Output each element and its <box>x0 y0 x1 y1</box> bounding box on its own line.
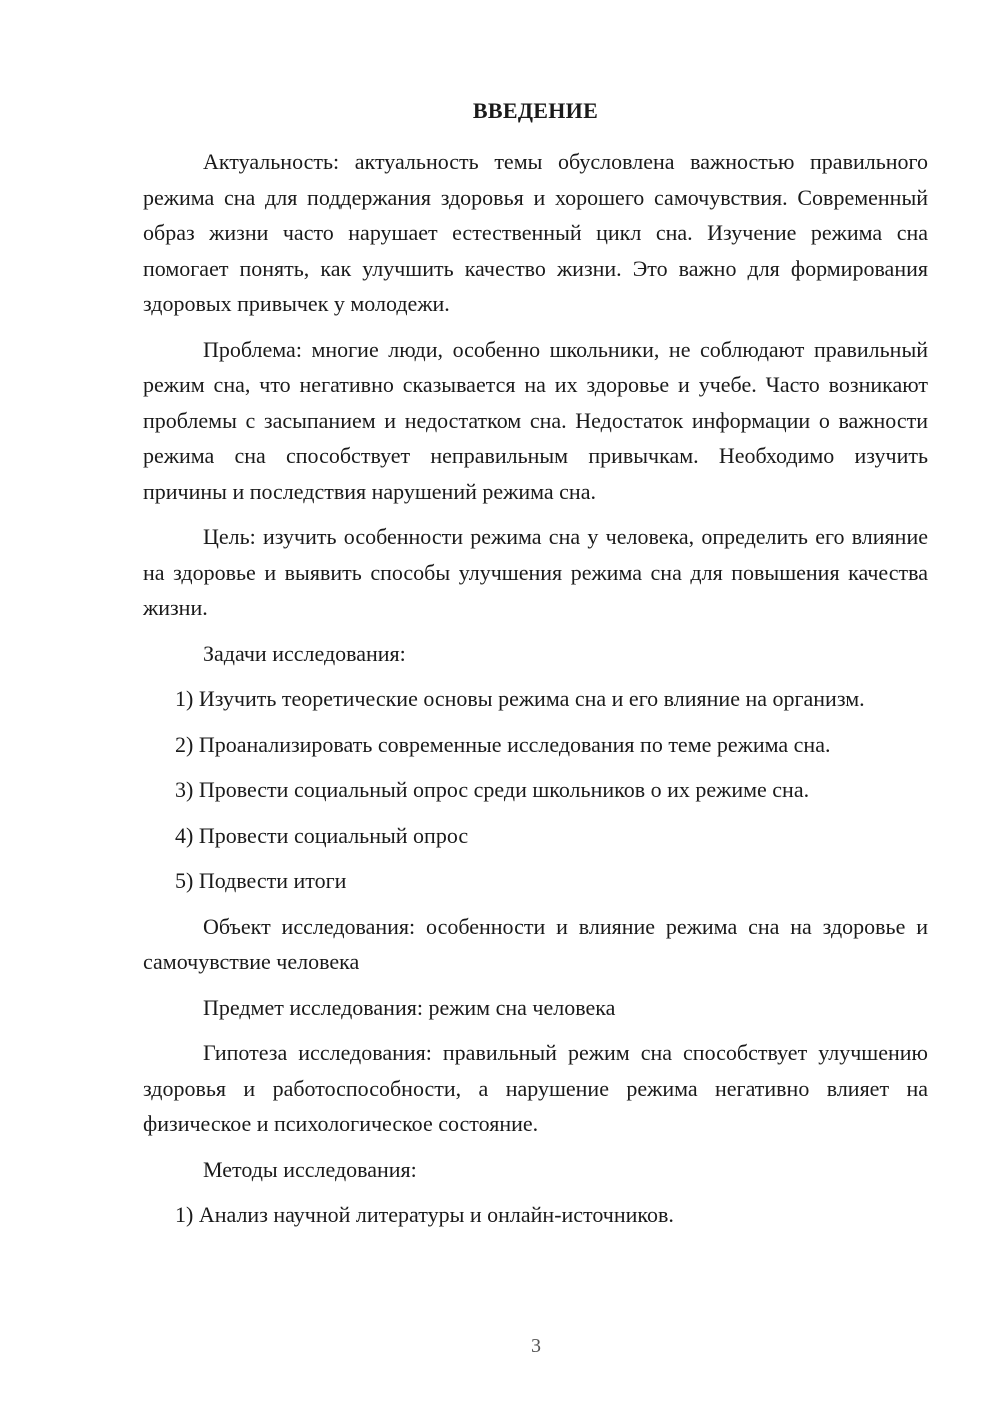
task-item-4: 4) Провести социальный опрос <box>175 822 469 848</box>
object-paragraph: Объект исследования: особенности и влияние режима сна на здоровье и самочувствие человека <box>143 913 928 974</box>
section-title: ВВЕДЕНИЕ <box>472 98 599 123</box>
goal-paragraph: Цель: изучить особенности режима сна у человека, определить его влияние на здоровье и выявить способы улучшения режима сна для повышения качества жизни. <box>143 524 928 620</box>
task-item-2: 2) Проанализировать современные исследования по теме режима сна. <box>175 731 831 757</box>
problem-paragraph: Проблема: многие люди, особенно школьники, не соблюдают правильный режим сна, что негативно сказывается на их здоровье и учебе. Часто возникают проблемы с засыпанием и недостатком сна. Недостаток информации о важности режима сна способствует неправильным привычкам. Необходимо изучить причины и последствия нарушений режима сна. <box>143 336 928 504</box>
hypothesis-paragraph: Гипотеза исследования: правильный режим сна способствует улучшению здоровья и работоспособности, а нарушение режима негативно влияет на физическое и психологическое состояние. <box>143 1040 928 1136</box>
task-item-1: 1) Изучить теоретические основы режима сна и его влияние на организм. <box>175 686 865 711</box>
relevance-paragraph: Актуальность: актуальность темы обусловлена важностью правильного режима сна для поддержания здоровья и хорошего самочувствия. Современный образ жизни часто нарушает естественный цикл сна. Изучение режима сна помогает понять, как улучшить качество жизни. Это важно для формирования здоровых привычек у молодежи. <box>143 149 928 316</box>
page-number: 3 <box>531 1335 541 1357</box>
task-item-5: 5) Подвести итоги <box>175 868 347 893</box>
method-item-1: 1) Анализ научной литературы и онлайн-источников. <box>175 1202 674 1227</box>
methods-heading: Методы исследования: <box>203 1156 417 1182</box>
document-body <box>143 96 928 1243</box>
subject-paragraph: Предмет исследования: режим сна человека <box>203 994 616 1020</box>
tasks-heading: Задачи исследования: <box>203 640 406 666</box>
task-item-3: 3) Провести социальный опрос среди школьников о их режиме сна. <box>175 777 810 802</box>
